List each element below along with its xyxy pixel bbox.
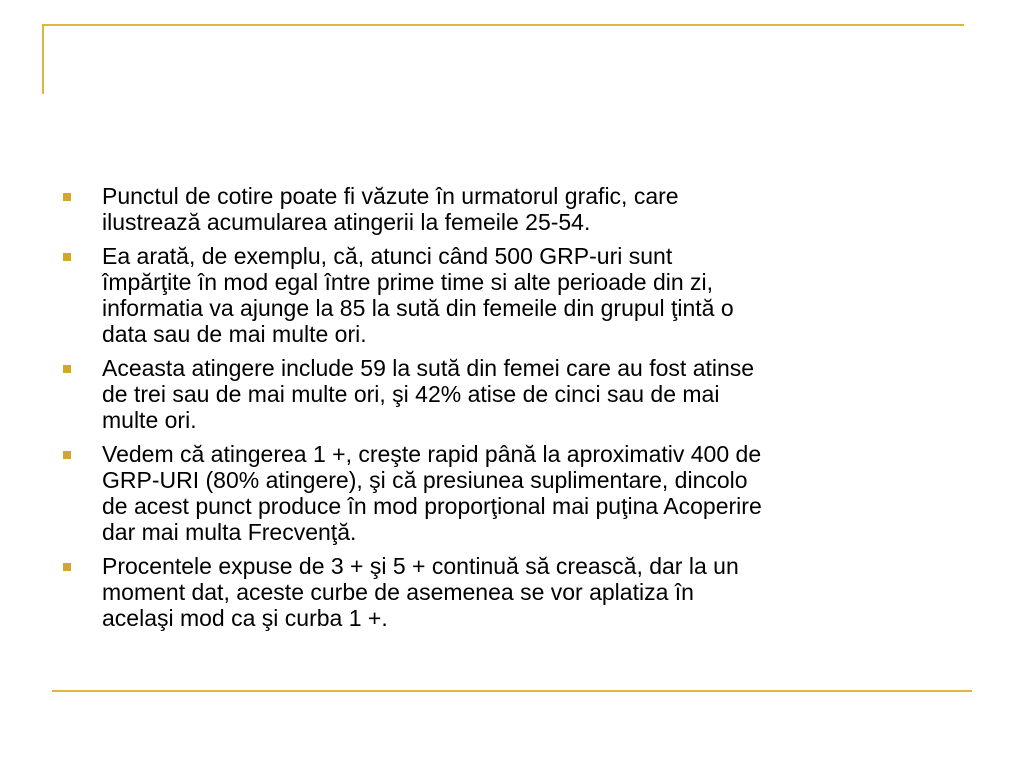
bullet-item bbox=[62, 243, 962, 347]
bullet-line: multe ori. bbox=[102, 407, 197, 433]
frame-top-line bbox=[42, 24, 964, 26]
bullet-item bbox=[62, 183, 962, 235]
bullet-line: de acest punct produce în mod proporţional mai puţina Acoperire bbox=[102, 493, 762, 519]
bullet-line: Aceasta atingere include 59 la sută din femei care au fost atinse bbox=[102, 355, 755, 381]
bullet-item bbox=[62, 355, 962, 433]
square-bullet-icon bbox=[63, 193, 71, 201]
bullet-line: Ea arată, de exemplu, că, atunci când 500 GRP-uri sunt bbox=[102, 243, 673, 269]
bullet-line: Procentele expuse de 3 + şi 5 + continuă să crească, dar la un bbox=[102, 553, 739, 579]
frame-left-line bbox=[42, 24, 44, 94]
square-bullet-icon bbox=[63, 365, 71, 373]
bullet-line: împărţite în mod egal între prime time si alte perioade din zi, bbox=[102, 269, 714, 295]
bullet-item bbox=[62, 441, 962, 545]
bullet-item bbox=[62, 553, 962, 631]
bullet-line: informatia va ajunge la 85 la sută din femeile din grupul ţintă o bbox=[102, 295, 734, 321]
bullet-line: data sau de mai multe ori. bbox=[102, 321, 367, 347]
square-bullet-icon bbox=[63, 563, 71, 571]
bullet-line: Vedem că atingerea 1 +, creşte rapid până la aproximativ 400 de bbox=[102, 441, 762, 467]
bullet-line: Punctul de cotire poate fi văzute în urmatorul grafic, care bbox=[102, 183, 679, 209]
bullet-line: de trei sau de mai multe ori, şi 42% atise de cinci sau de mai bbox=[102, 381, 720, 407]
bullet-line: moment dat, aceste curbe de asemenea se vor aplatiza în bbox=[102, 579, 694, 605]
square-bullet-icon bbox=[63, 253, 71, 261]
square-bullet-icon bbox=[63, 451, 71, 459]
frame-bottom-line bbox=[52, 690, 972, 692]
bullet-line: GRP-URI (80% atingere), şi că presiunea suplimentare, dincolo bbox=[102, 467, 748, 493]
slide-body bbox=[62, 183, 962, 639]
bullet-line: acelaşi mod ca şi curba 1 +. bbox=[102, 605, 388, 631]
bullet-line: dar mai multa Frecvenţă. bbox=[102, 519, 357, 545]
bullet-list bbox=[62, 183, 962, 631]
bullet-line: ilustrează acumularea atingerii la femeile 25-54. bbox=[102, 209, 591, 235]
